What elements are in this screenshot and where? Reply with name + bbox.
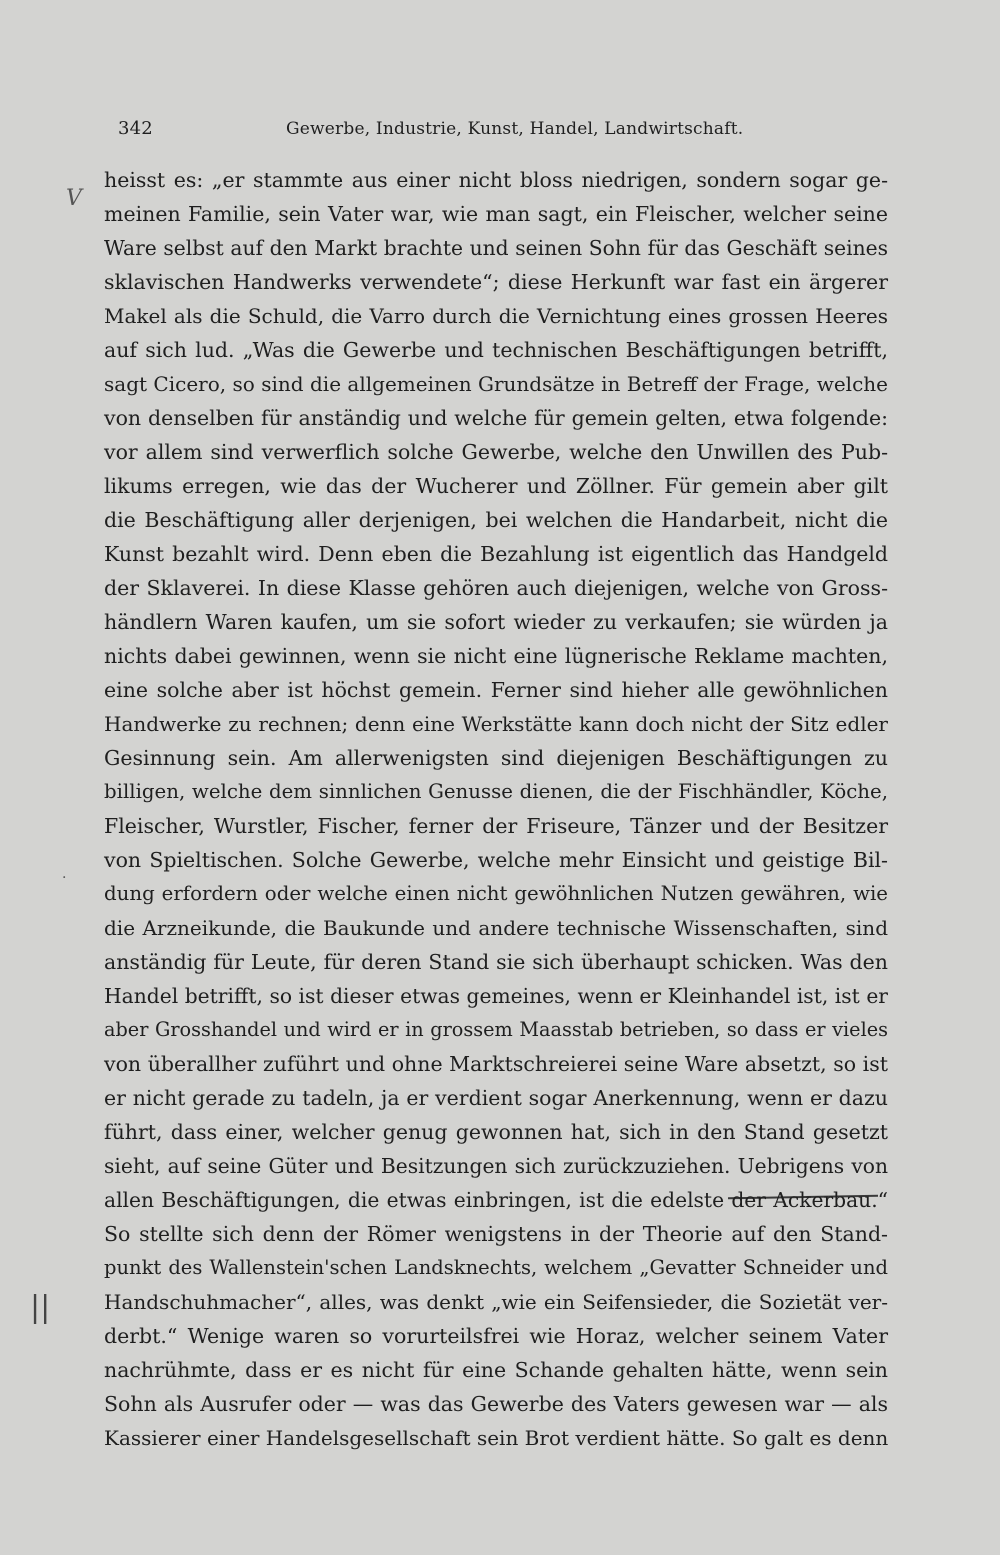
text-line: Kassierer einer Handelsgesellschaft sein Brot verdient hätte. So galt es denn [104, 1426, 889, 1450]
text-line: Handwerke zu rechnen; denn eine Werkstätte kann doch nicht der Sitz edler [104, 712, 888, 736]
text-line: billigen, welche dem sinnlichen Genusse dienen, die der Fischhändler, Köche, [104, 780, 888, 803]
text-line: likums erregen, wie das der Wucherer und Zöllner. Für gemein aber gilt [104, 474, 888, 498]
text-line: von überallher zuführt und ohne Marktschreierei seine Ware absetzt, so ist [104, 1052, 888, 1076]
text-line: nichts dabei gewinnen, wenn sie nicht eine lügnerische Reklame machten, [104, 644, 888, 668]
text-line: aber Grosshandel und wird er in grossem Maasstab betrieben, so dass er vieles [104, 1018, 888, 1041]
page-number: 342 [118, 118, 153, 139]
text-line: anständig für Leute, für deren Stand sie sich überhaupt schicken. Was den [104, 950, 888, 974]
text-line: auf sich lud. „Was die Gewerbe und technischen Beschäftigungen betrifft, [104, 338, 888, 362]
text-line: die Beschäftigung aller derjenigen, bei welchen die Handarbeit, nicht die [104, 508, 888, 532]
text-line: Handel betrifft, so ist dieser etwas gemeines, wenn er Kleinhandel ist, ist er [104, 984, 888, 1008]
text-line: nachrühmte, dass er es nicht für eine Schande gehalten hätte, wenn sein [104, 1358, 888, 1382]
text-line: Ware selbst auf den Markt brachte und seinen Sohn für das Geschäft seines [104, 236, 888, 260]
margin-dot: · [62, 870, 67, 886]
text-line: So stellte sich denn der Römer wenigstens in der Theorie auf den Stand- [104, 1222, 888, 1246]
text-line: von denselben für anständig und welche für gemein gelten, etwa folgende: [104, 406, 888, 430]
text-line: händlern Waren kaufen, um sie sofort wieder zu verkaufen; sie würden ja [104, 610, 888, 634]
text-line: sklavischen Handwerks verwendete“; diese Herkunft war fast ein ärgerer [104, 270, 888, 294]
text-line: punkt des Wallenstein'schen Landsknechts, welchem „Gevatter Schneider und [104, 1256, 888, 1279]
text-line: sagt Cicero, so sind die allgemeinen Grundsätze in Betreff der Frage, welche [104, 372, 888, 396]
text-line: Gesinnung sein. Am allerwenigsten sind diejenigen Beschäftigungen zu [104, 746, 888, 770]
text-line: die Arzneikunde, die Baukunde und andere technische Wissenschaften, sind [104, 916, 888, 940]
text-line: der Sklaverei. In diese Klasse gehören auch diejenigen, welche von Gross- [104, 576, 888, 600]
text-line: heisst es: „er stammte aus einer nicht bloss niedrigen, sondern sogar ge- [104, 168, 888, 192]
text-line: Handschuhmacher“, alles, was denkt „wie ein Seifensieder, die Sozietät ver- [104, 1290, 888, 1314]
margin-pencil-bar: || [30, 1290, 51, 1325]
text-line: derbt.“ Wenige waren so vorurteilsfrei wie Horaz, welcher seinem Vater [104, 1324, 888, 1348]
text-line: sieht, auf seine Güter und Besitzungen sich zurückzuziehen. Uebrigens von [104, 1154, 888, 1178]
text-line: Makel als die Schuld, die Varro durch die Vernichtung eines grossen Heeres [104, 304, 888, 328]
text-line: vor allem sind verwerflich solche Gewerbe, welche den Unwillen des Pub- [104, 440, 888, 464]
text-line: von Spieltischen. Solche Gewerbe, welche mehr Einsicht und geistige Bil- [104, 848, 888, 872]
text-line: dung erfordern oder welche einen nicht gewöhnlichen Nutzen gewähren, wie [104, 882, 888, 905]
text-line: Kunst bezahlt wird. Denn eben die Bezahlung ist eigentlich das Handgeld [104, 542, 888, 566]
body-text [104, 163, 888, 1455]
margin-pencil-mark: V [66, 186, 82, 211]
text-line: führt, dass einer, welcher genug gewonnen hat, sich in den Stand gesetzt [104, 1120, 888, 1144]
text-line: meinen Familie, sein Vater war, wie man sagt, ein Fleischer, welcher seine [104, 202, 888, 226]
text-line: Fleischer, Wurstler, Fischer, ferner der Friseure, Tänzer und der Besitzer [104, 814, 888, 838]
running-title: Gewerbe, Industrie, Kunst, Handel, Landwirtschaft. [286, 119, 744, 139]
running-head [118, 118, 890, 140]
text-line: allen Beschäftigungen, die etwas einbringen, ist die edelste der Ackerbau.“ [104, 1188, 888, 1212]
text-line: eine solche aber ist höchst gemein. Ferner sind hieher alle gewöhnlichen [104, 678, 888, 702]
text-line: er nicht gerade zu tadeln, ja er verdient sogar Anerkennung, wenn er dazu [104, 1086, 888, 1110]
text-line: Sohn als Ausrufer oder — was das Gewerbe des Vaters gewesen war — als [104, 1392, 888, 1416]
